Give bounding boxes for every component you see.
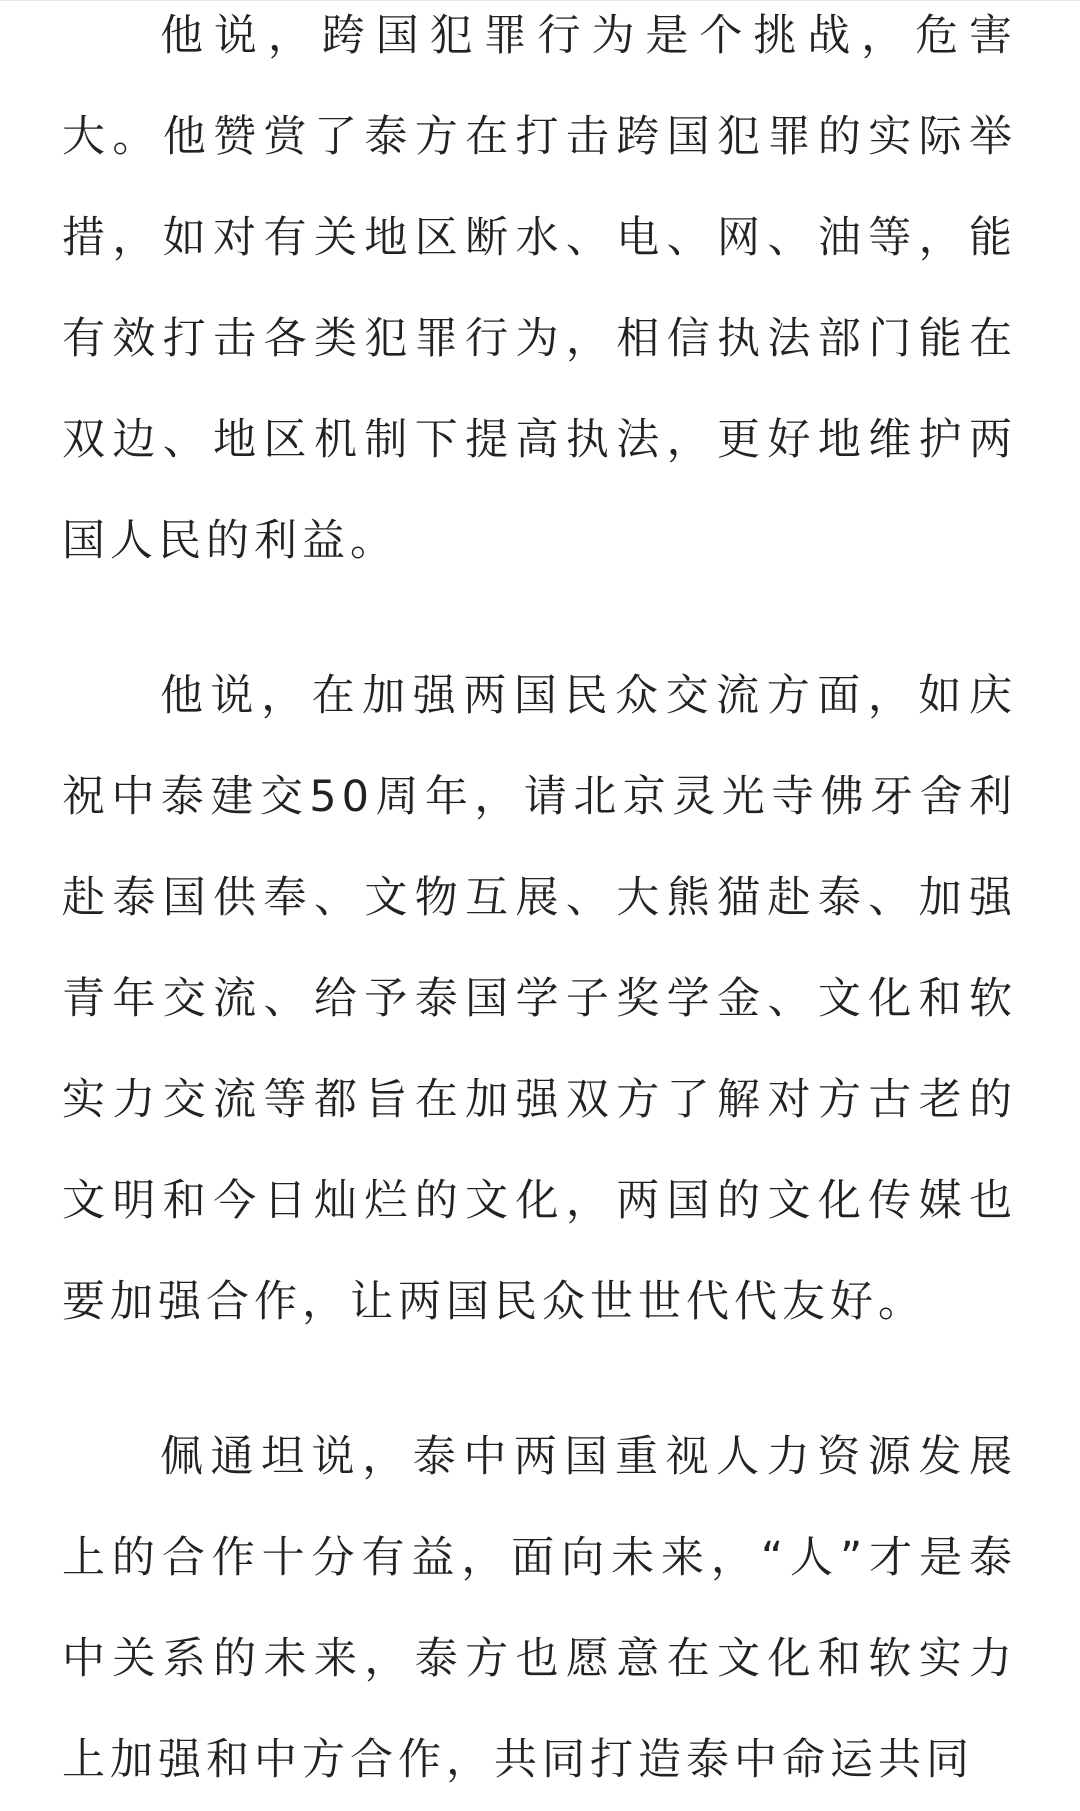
paragraph-people-exchange: 他说，在加强两国民众交流方面，如庆祝中泰建交50周年，请北京灵光寺佛牙舍利赴泰国供奉、文物互展、大熊猫赴泰、加强青年交流、给予泰国学子奖学金、文化和软实力交流等都旨在加强双方了解对方古老的文明和今日灿烂的文化，两国的文化传媒也要加强合作，让两国民众世世代代友好。 [62,671,1017,1327]
article-body [62,0,1017,1811]
paragraph-human-resources: 佩通坦说，泰中两国重视人力资源发展上的合作十分有益，面向未来，“人”才是泰中关系的未来，泰方也愿意在文化和软实力上加强和中方合作，共同打造泰中命运共同 [62,1432,1017,1785]
paragraph-transnational-crime: 他说，跨国犯罪行为是个挑战，危害大。他赞赏了泰方在打击跨国犯罪的实际举措，如对有关地区断水、电、网、油等，能有效打击各类犯罪行为，相信执法部门能在双边、地区机制下提高执法，更好地维护两国人民的利益。 [62,11,1017,566]
